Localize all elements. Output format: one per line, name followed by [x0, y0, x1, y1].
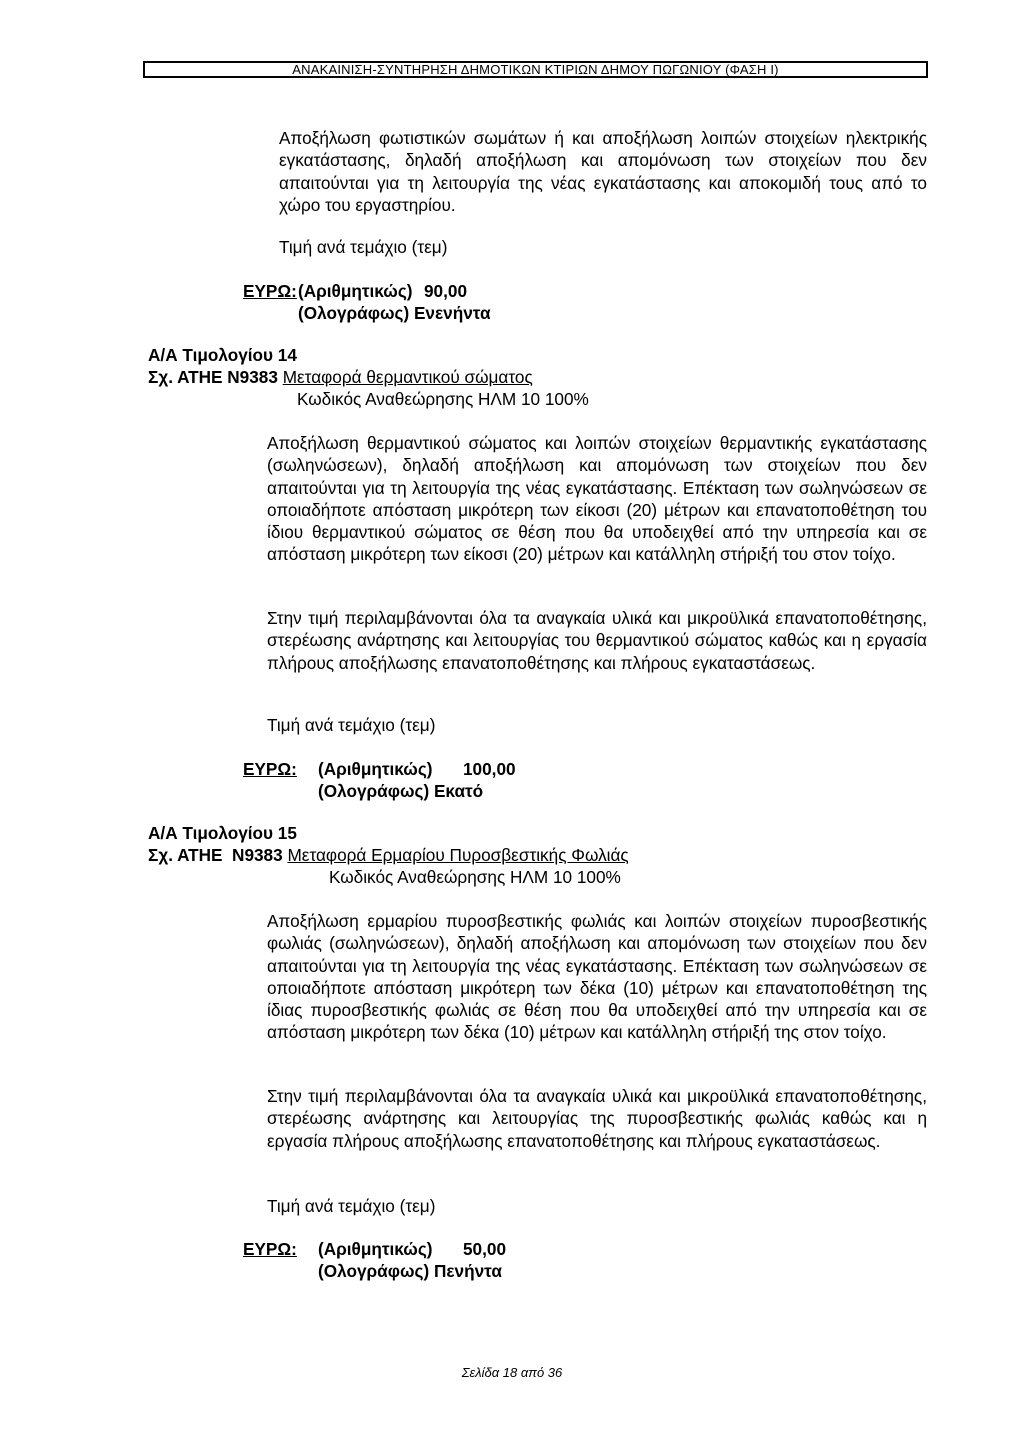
- item-description-14: Αποξήλωση θερμαντικού σώματος και λοιπών στοιχείων θερμαντικής εγκατάστασης (σωληνώσεων), δηλαδή αποξήλωση και απομόνωση των στοιχείων που δεν απαιτούνται για τη λειτουργία της νέας εγκατάστασης. Επέκταση των σωληνώσεων σε οποιαδήποτε απόσταση μικρότερη των είκοσι (20) μέτρων και επανατοποθέτηση του ίδιου θερμαντικού σώματος σε θέση που θα υποδειχθεί από την υπηρεσία και σε απόσταση μικρότερη των είκοσι (20) μέτρων και κατάλληλη στήριξή του στον τοίχο.: [267, 433, 927, 565]
- numeric-label-14: (Αριθμητικώς): [318, 759, 433, 779]
- item-number-15: Α/Α Τιμολογίου 15: [148, 823, 297, 843]
- price-numeric-row-14: [243, 759, 516, 780]
- unit-label-15: Τιμή ανά τεμάχιο (τεμ): [267, 1196, 436, 1216]
- price-words-row-15: [318, 1261, 502, 1282]
- words-value: Ενενήντα: [413, 303, 491, 323]
- item-title-row-15: [148, 845, 629, 866]
- page-number: Σελίδα 18 από 36: [461, 1365, 563, 1380]
- item-title-14: Μεταφορά θερμαντικού σώματος: [282, 367, 533, 387]
- revision-code-14: Κωδικός Αναθεώρησης ΗΛΜ 10 100%: [297, 389, 589, 409]
- words-label-14: (Ολογράφως): [318, 781, 430, 801]
- unit-label-14: Τιμή ανά τεμάχιο (τεμ): [267, 715, 436, 735]
- numeric-value: 90,00: [424, 281, 468, 301]
- numeric-value-15: 50,00: [463, 1239, 507, 1259]
- words-value-14: Εκατό: [433, 781, 484, 801]
- price-words-row: [298, 303, 491, 324]
- words-label-15: (Ολογράφως): [318, 1261, 430, 1281]
- numeric-label-15: (Αριθμητικώς): [318, 1239, 433, 1259]
- price-words-row-14: [318, 781, 483, 802]
- currency-label-14: ΕΥΡΩ:: [243, 759, 297, 779]
- item-includes-14: Στην τιμή περιλαμβάνονται όλα τα αναγκαία υλικά και μικροϋλικά επανατοποθέτησης, στερέωσης ανάρτησης και λειτουργίας του θερμαντικού σώματος καθώς και η εργασία πλήρους αποξήλωσης επανατοποθέτησης και πλήρους εγκαταστάσεως.: [267, 608, 927, 673]
- price-numeric-row: [243, 281, 467, 302]
- currency-label-15: ΕΥΡΩ:: [243, 1239, 297, 1259]
- item-code-14: Σχ. ΑΤΗΕ Ν9383: [148, 367, 278, 387]
- item-code-15: Σχ. ΑΤΗΕ Ν9383: [148, 845, 283, 865]
- revision-code-15: Κωδικός Αναθεώρησης ΗΛΜ 10 100%: [329, 867, 621, 887]
- numeric-value-14: 100,00: [463, 759, 516, 779]
- document-header: ΑΝΑΚΑΙΝΙΣΗ-ΣΥΝΤΗΡΗΣΗ ΔΗΜΟΤΙΚΩΝ ΚΤΙΡΙΩΝ ΔΗΜΟΥ ΠΩΓΩΝΙΟΥ (ΦΑΣΗ Ι): [143, 61, 928, 78]
- item-includes-15: Στην τιμή περιλαμβάνονται όλα τα αναγκαία υλικά και μικροϋλικά επανατοποθέτησης, στερέωσης ανάρτησης και λειτουργίας της πυροσβεστικής φωλιάς καθώς και η εργασία πλήρους αποξήλωσης επανατοποθέτησης και πλήρους εγκαταστάσεως.: [267, 1086, 927, 1151]
- price-numeric-row-15: [243, 1239, 506, 1260]
- unit-label: Τιμή ανά τεμάχιο (τεμ): [279, 237, 448, 257]
- words-label: (Ολογράφως): [298, 303, 410, 323]
- item-title-15: Μεταφορά Ερμαρίου Πυροσβεστικής Φωλιάς: [287, 845, 629, 865]
- words-value-15: Πενήντα: [433, 1261, 502, 1281]
- item-number-14: Α/Α Τιμολογίου 14: [148, 345, 297, 365]
- item-title-row-14: [148, 367, 533, 388]
- currency-label: ΕΥΡΩ:: [243, 281, 297, 301]
- item-description: Αποξήλωση φωτιστικών σωμάτων ή και αποξήλωση λοιπών στοιχείων ηλεκτρικής εγκατάστασης, δηλαδή αποξήλωση και απομόνωση των στοιχείων που δεν απαιτούνται για τη λειτουργία της νέας εγκατάστασης και αποκομιδή τους από το χώρο του εργαστηρίου.: [279, 128, 927, 215]
- item-description-15: Αποξήλωση ερμαρίου πυροσβεστικής φωλιάς και λοιπών στοιχείων πυροσβεστικής φωλιάς (σωληνώσεων), δηλαδή αποξήλωση και απομόνωση των στοιχείων που δεν απαιτούνται για τη λειτουργία της νέας εγκατάστασης. Επέκταση των σωληνώσεων σε οποιαδήποτε απόσταση μικρότερη των δέκα (10) μέτρων και επανατοποθέτηση της ίδιας πυροσβεστικής φωλιάς σε θέση που θα υποδειχθεί από την υπηρεσία και σε απόσταση μικρότερη των δέκα (10) μέτρων και κατάλληλη στήριξή της στον τοίχο.: [267, 911, 927, 1043]
- numeric-label: (Αριθμητικώς): [298, 281, 413, 301]
